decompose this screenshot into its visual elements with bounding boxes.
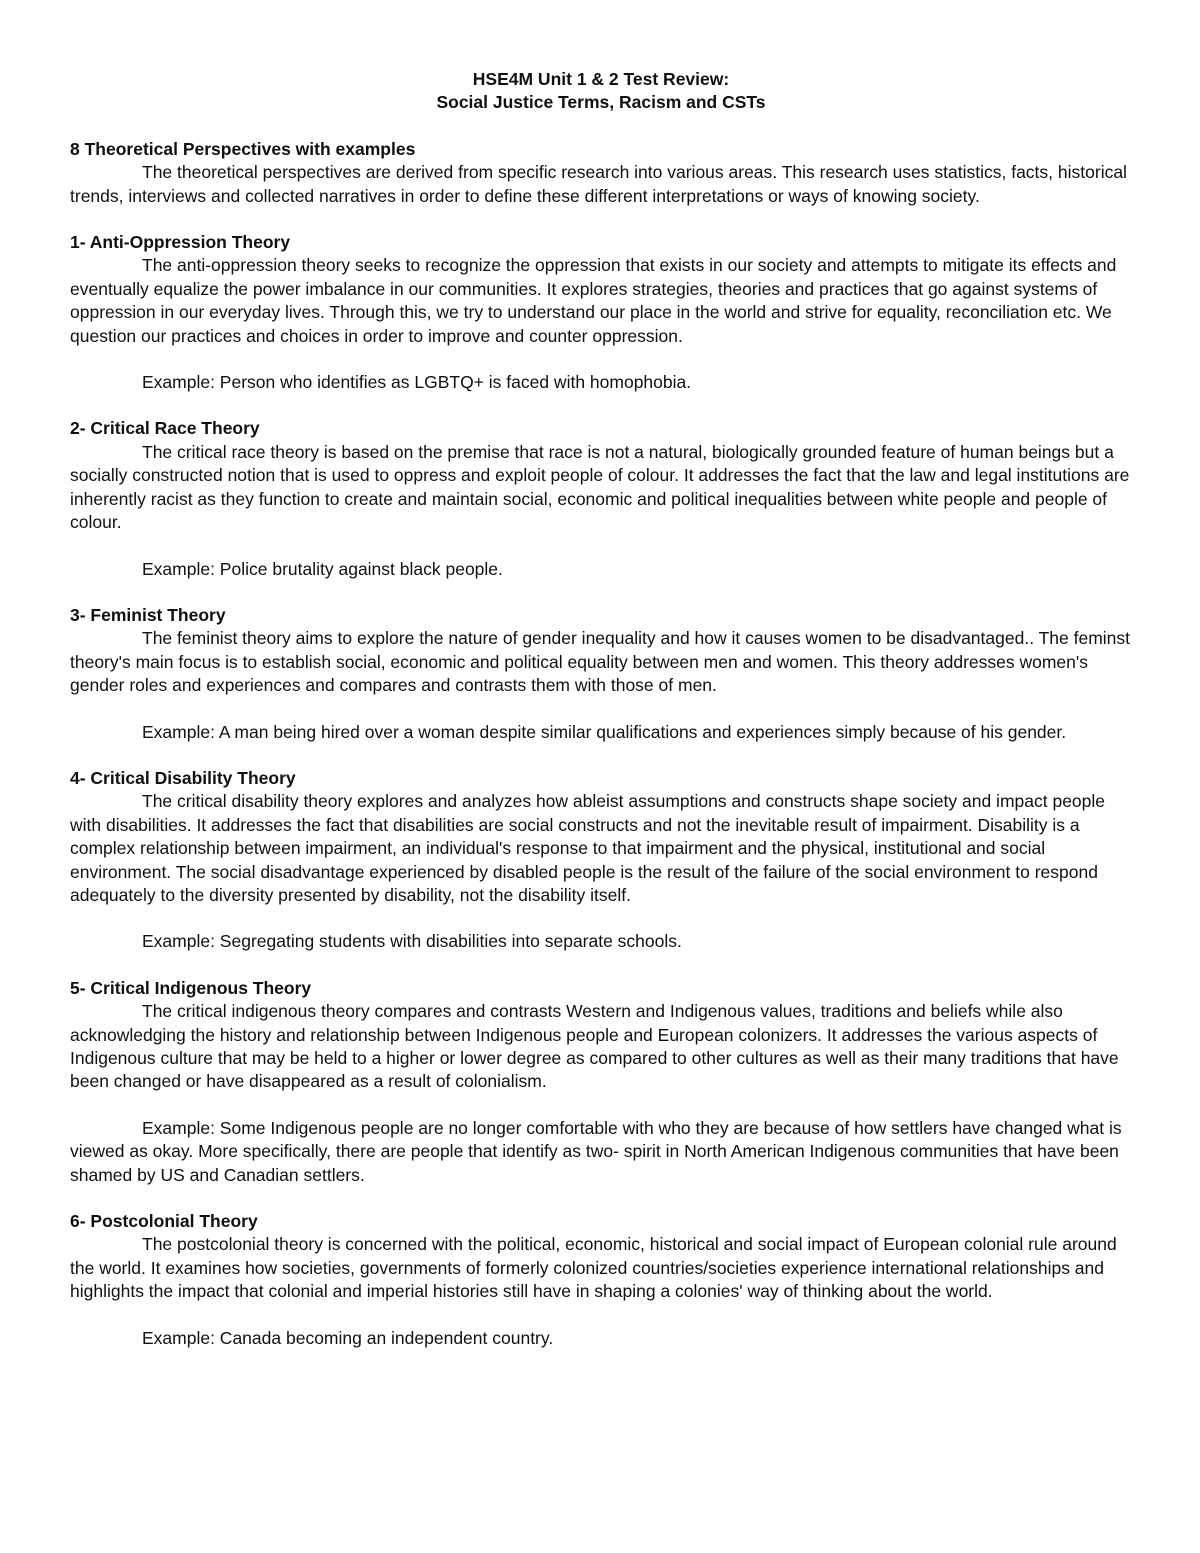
section-anti-oppression xyxy=(70,231,1132,394)
section-body: The anti-oppression theory seeks to recognize the oppression that exists in our society and attempts to mitigate its effects and eventually equalize the power imbalance in our communities. It explores strategies, theories and practices that go against systems of oppression in our everyday lives. Through this, we try to understand our place in the world and strive for equality, reconciliation etc. We question our practices and choices in order to improve and counter oppression. xyxy=(70,255,1117,346)
section-heading: 3- Feminist Theory xyxy=(70,604,226,625)
section-heading: 5- Critical Indigenous Theory xyxy=(70,977,312,998)
document-title-line1: HSE4M Unit 1 & 2 Test Review: xyxy=(472,69,730,89)
section-feminist xyxy=(70,604,1132,744)
section-body: The feminist theory aims to explore the nature of gender inequality and how it causes women to be disadvantaged.. The feminst theory's main focus is to establish social, economic and political equality between men and women. This theory addresses women's gender roles and experiences and compares and contrasts them with those of men. xyxy=(70,628,1131,696)
intro-body: The theoretical perspectives are derived from specific research into various areas. This research uses statistics, facts, historical trends, interviews and collected narratives in order to define these different interpretations or ways of knowing society. xyxy=(70,162,1127,206)
section-example: Example: Segregating students with disabilities into separate schools. xyxy=(142,931,682,952)
section-body: The critical indigenous theory compares and contrasts Western and Indigenous values, traditions and beliefs while also acknowledging the history and relationship between Indigenous people and European colonizers. It addresses the various aspects of Indigenous culture that may be held to a higher or lower degree as compared to other cultures as well as their many traditions that have been changed or have disappeared as a result of colonialism. xyxy=(70,1001,1119,1092)
section-heading: 1- Anti-Oppression Theory xyxy=(70,232,291,253)
section-body: The critical disability theory explores and analyzes how ableist assumptions and constructs shape society and impact people with disabilities. It addresses the fact that disabilities are social constructs and not the inevitable result of impairment. Disability is a complex relationship between impairment, an individual's response to that impairment and the physical, institutional and social environment. The social disadvantage experienced by disabled people is the result of the failure of the social environment to respond adequately to the diversity presented by disability, not the disability itself. xyxy=(70,791,1106,905)
section-example: Example: Canada becoming an independent country. xyxy=(142,1327,554,1348)
section-body: The postcolonial theory is concerned with the political, economic, historical and social impact of European colonial rule around the world. It examines how societies, governments of formerly colonized countries/societies experience international relationships and highlights the impact that colonial and imperial histories still have in shaping a colonies' way of thinking about the world. xyxy=(70,1234,1117,1302)
section-body: The critical race theory is based on the premise that race is not a natural, biologically grounded feature of human beings but a socially constructed notion that is used to oppress and exploit people of colour. It addresses the fact that the law and legal institutions are inherently racist as they function to create and maintain social, economic and political inequalities between white people and people of colour. xyxy=(70,441,1130,533)
section-postcolonial xyxy=(70,1210,1132,1350)
section-heading: 4- Critical Disability Theory xyxy=(70,767,296,788)
section-critical-disability xyxy=(70,767,1132,954)
section-example: Example: Some Indigenous people are no longer comfortable with who they are because of how settlers have changed what is viewed as okay. More specifically, there are people that identify as two- spirit in North American Indigenous communities that have been shamed by US and Canadian settlers. xyxy=(70,1117,1122,1185)
section-example: Example: Person who identifies as LGBTQ+ is faced with homophobia. xyxy=(142,372,692,393)
intro-heading: 8 Theoretical Perspectives with examples xyxy=(70,138,416,159)
section-example: Example: A man being hired over a woman despite similar qualifications and experiences simply because of his gender. xyxy=(142,721,1067,742)
section-heading: 2- Critical Race Theory xyxy=(70,418,260,439)
section-example: Example: Police brutality against black people. xyxy=(142,558,503,579)
section-heading: 6- Postcolonial Theory xyxy=(70,1211,258,1232)
section-critical-indigenous xyxy=(70,977,1132,1187)
document-page xyxy=(70,68,1132,1350)
section-critical-race xyxy=(70,417,1132,580)
document-title-line2: Social Justice Terms, Racism and CSTs xyxy=(436,92,766,113)
